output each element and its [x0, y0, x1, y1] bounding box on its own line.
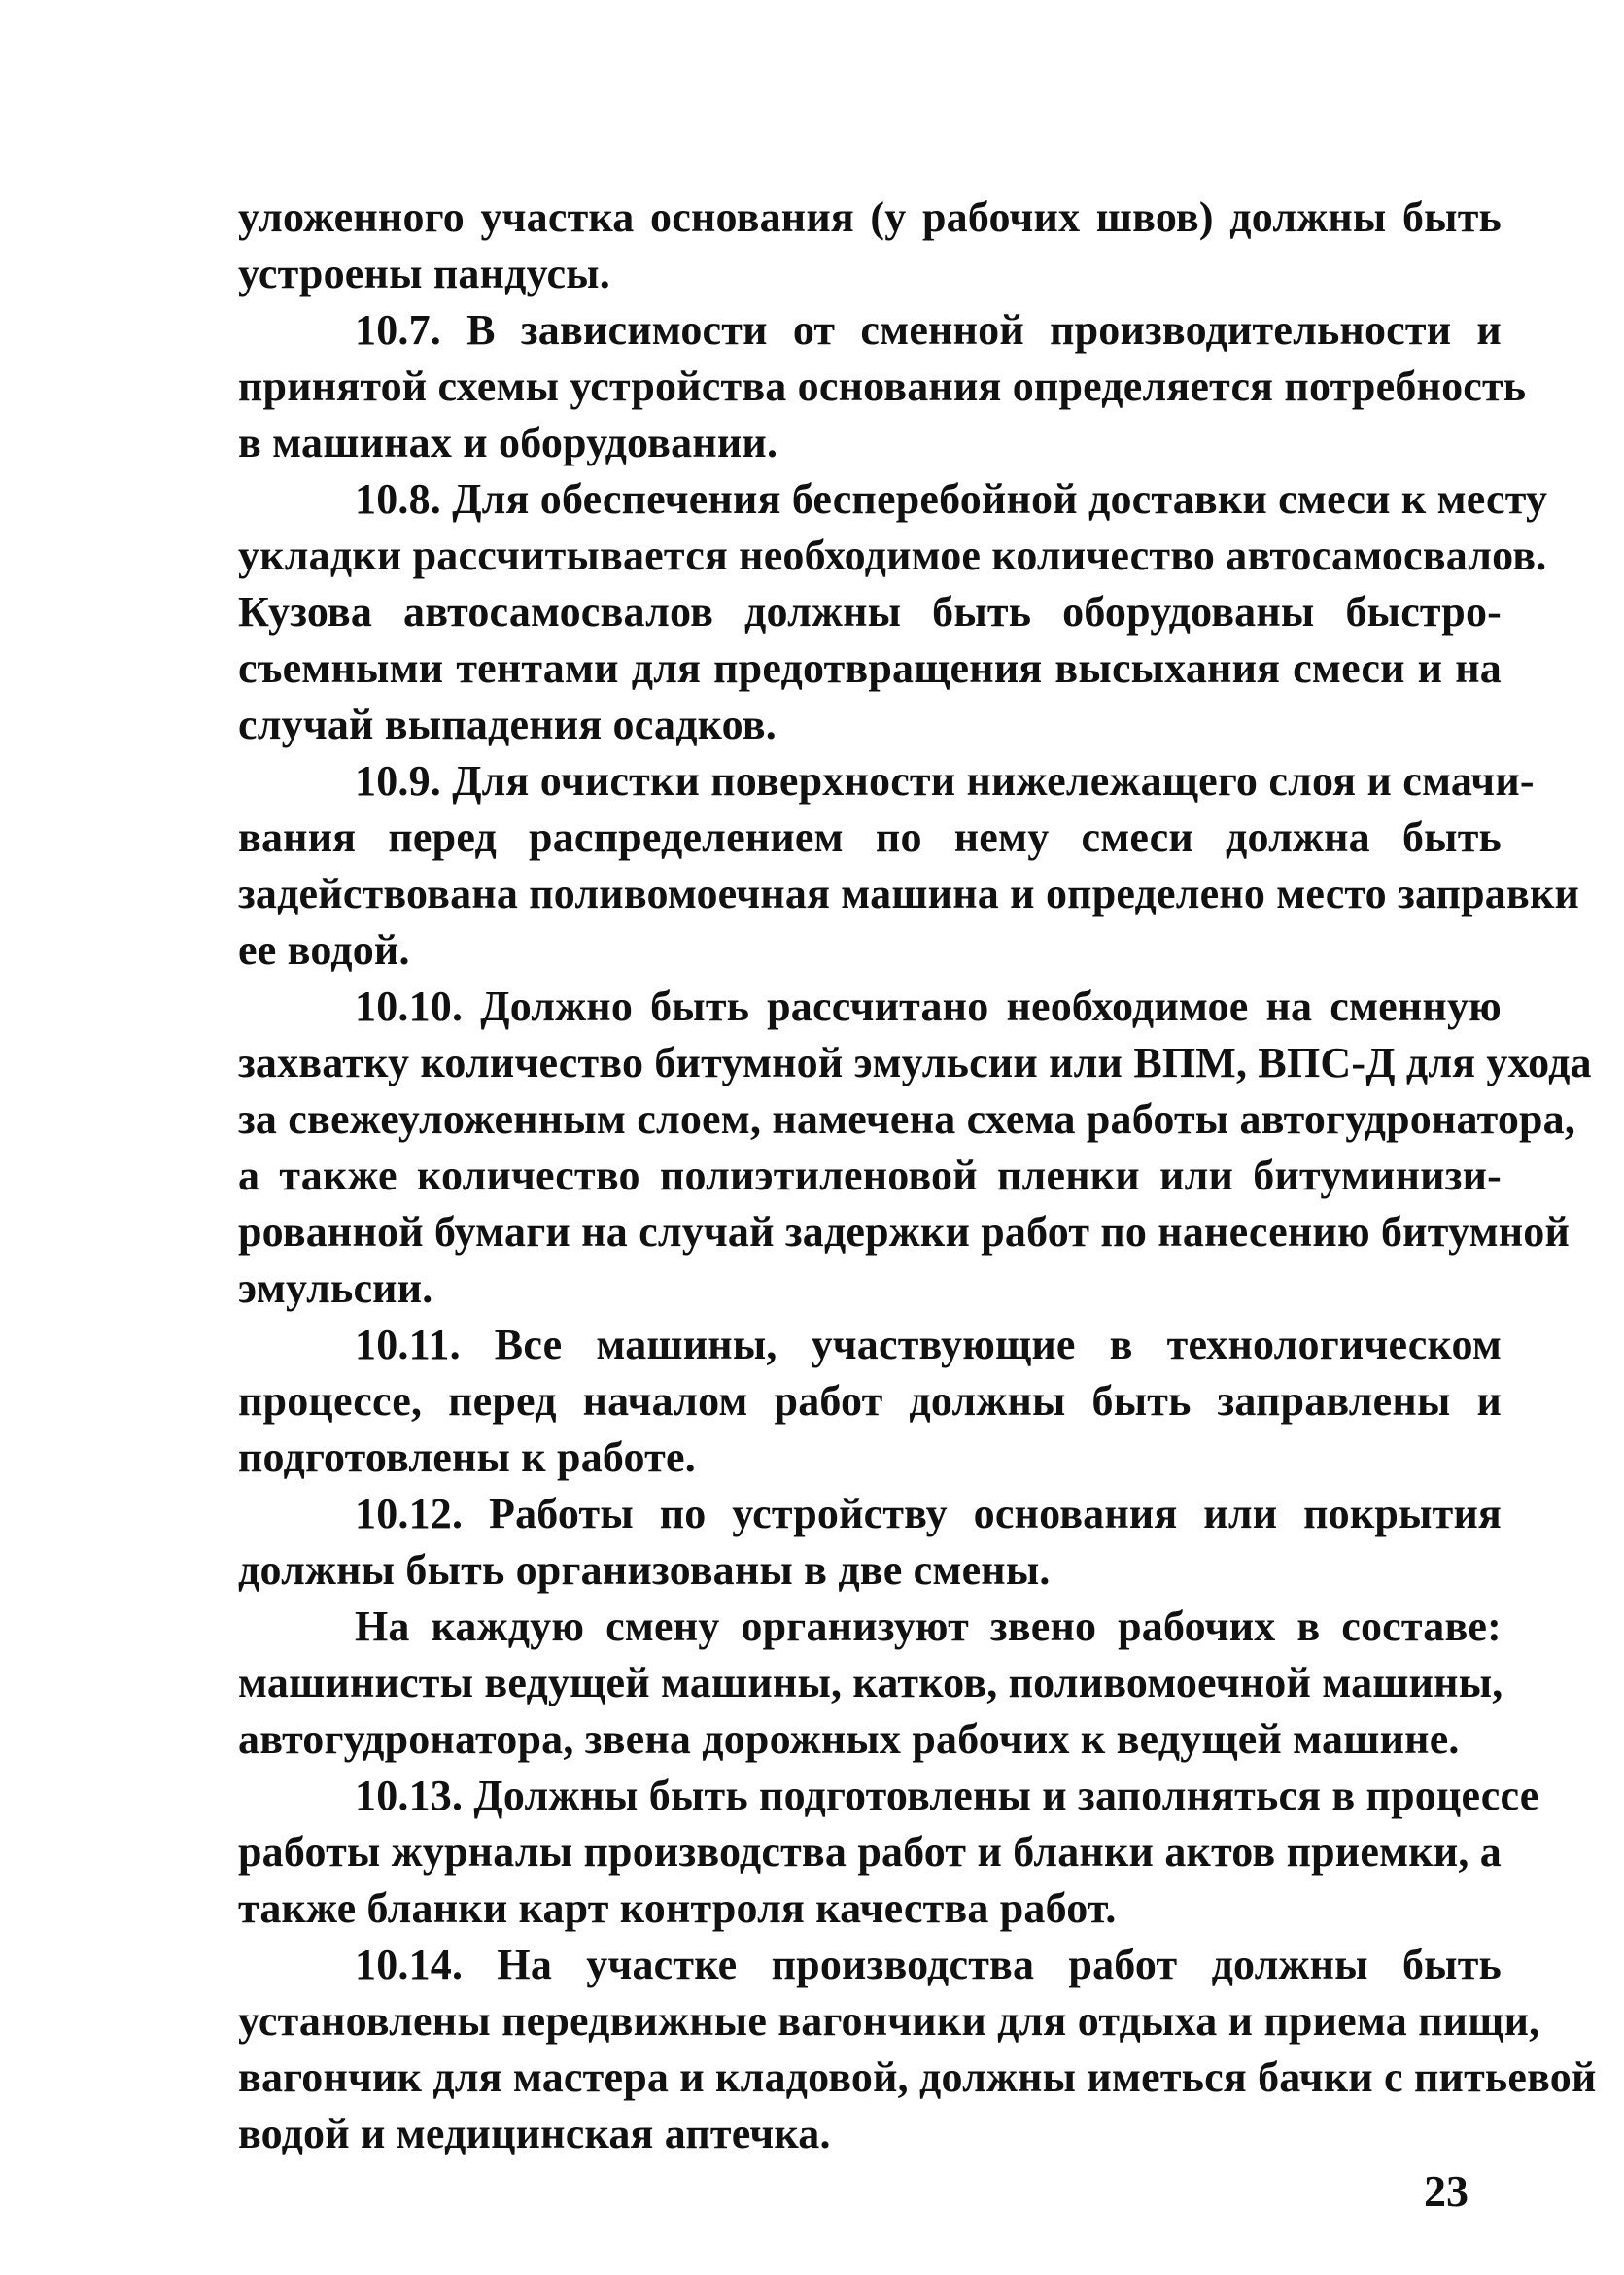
paragraph-continuation — [238, 190, 1502, 302]
text-line: вагончик для мастера и кладовой, должны иметься бачки с питьевой — [238, 2053, 1597, 2101]
paragraph-10-7 — [238, 302, 1527, 471]
text-line: уложенного участка основания (у рабочих швов) должны быть — [238, 193, 1502, 241]
text-line: также бланки карт контроля качества работ. — [238, 1884, 1117, 1932]
text-line: подготовлены к работе. — [238, 1433, 696, 1481]
text-line: а также количество полиэтиленовой пленки или битуминизи- — [238, 1152, 1502, 1199]
paragraph-10-13 — [238, 1768, 1539, 1937]
document-body — [238, 190, 1597, 2162]
text-line: ее водой. — [238, 926, 410, 974]
paragraph-10-10 — [238, 979, 1592, 1317]
text-line: задействована поливомоечная машина и определено место заправки — [238, 870, 1580, 917]
paragraph-10-11 — [238, 1317, 1502, 1486]
text-line: случай выпадения осадков. — [238, 701, 777, 748]
text-line: 10.14. На участке производства работ должны быть — [355, 1941, 1502, 1988]
paragraph-10-12 — [238, 1486, 1502, 1599]
text-line: 10.12. Работы по устройству основания или покрытия — [355, 1490, 1502, 1537]
text-line: Кузова автосамосвалов должны быть оборудованы быстро- — [238, 588, 1502, 636]
text-line: 10.7. В зависимости от сменной производительности и — [355, 306, 1502, 354]
text-line: 10.11. Все машины, участвующие в технологическом — [355, 1321, 1502, 1368]
text-line: захватку количество битумной эмульсии или ВПМ, ВПС-Д для ухода — [238, 1039, 1592, 1086]
text-line: рованной бумаги на случай задержки работ по нанесению битумной — [238, 1208, 1571, 1256]
text-line: процессе, перед началом работ должны быть заправлены и — [238, 1377, 1502, 1425]
text-line: устроены пандусы. — [238, 250, 610, 297]
paragraph-10-14 — [238, 1937, 1597, 2162]
text-line: 10.8. Для обеспечения бесперебойной доставки смеси к месту — [355, 475, 1548, 523]
text-line: в машинах и оборудовании. — [238, 419, 778, 466]
text-line: установлены передвижные вагончики для отдыха и приема пищи, — [238, 1997, 1540, 2045]
text-line: укладки рассчитывается необходимое количество автосамосвалов. — [238, 532, 1547, 579]
text-line: На каждую смену организуют звено рабочих в составе: — [355, 1603, 1502, 1650]
text-line: принятой схемы устройства основания определяется потребность — [238, 362, 1527, 410]
text-line: автогудронатора, звена дорожных рабочих к ведущей машине. — [238, 1715, 1460, 1763]
text-line: 10.13. Должны быть подготовлены и заполняться в процессе — [355, 1772, 1539, 1819]
text-line: машинисты ведущей машины, катков, поливомоечной машины, — [238, 1659, 1503, 1706]
text-line: вания перед распределением по нему смеси должна быть — [238, 813, 1502, 861]
page-number: 23 — [1424, 2166, 1469, 2216]
paragraph-10-8 — [238, 471, 1548, 753]
text-line: съемными тентами для предотвращения высыхания смеси и на — [238, 644, 1502, 692]
text-line: эмульсии. — [238, 1264, 433, 1312]
paragraph-shift-crew — [238, 1599, 1502, 1768]
paragraph-10-9 — [238, 753, 1580, 979]
text-line: работы журналы производства работ и бланки актов приемки, а — [238, 1828, 1502, 1876]
text-line: водой и медицинская аптечка. — [238, 2110, 831, 2157]
text-line: 10.10. Должно быть рассчитано необходимое на сменную — [355, 982, 1502, 1030]
text-line: должны быть организованы в две смены. — [238, 1546, 1051, 1594]
text-line: за свежеуложенным слоем, намечена схема работы автогудронатора, — [238, 1095, 1576, 1143]
text-line: 10.9. Для очистки поверхности нижележащего слоя и смачи- — [355, 757, 1535, 805]
